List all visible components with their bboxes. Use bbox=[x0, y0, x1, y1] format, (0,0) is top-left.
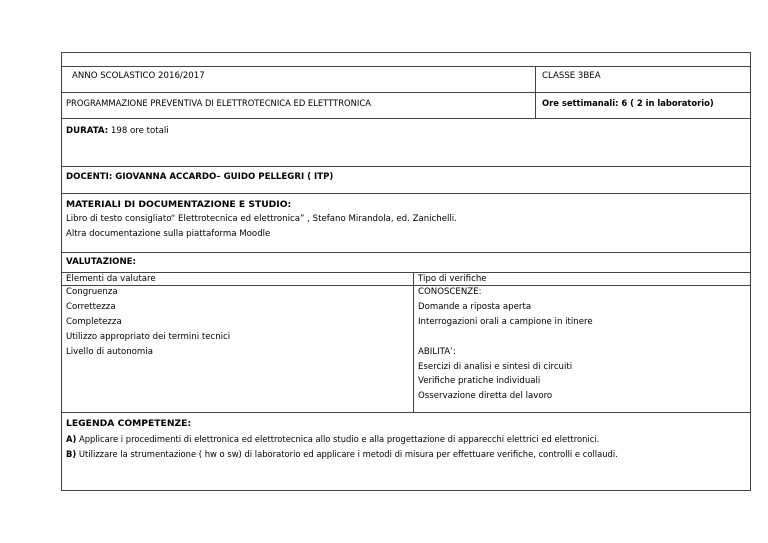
conoscenze-title: CONOSCENZE: bbox=[418, 287, 482, 297]
column-divider bbox=[413, 272, 414, 412]
legenda-item bbox=[66, 449, 618, 460]
materiali-line: Libro di testo consigliato“ Elettrotecnica ed elettronica” , Stefano Mirandola, ed. Zanichelli. bbox=[66, 214, 457, 224]
legenda-item bbox=[66, 434, 599, 445]
legenda-key: A) bbox=[66, 434, 77, 444]
elemento-item: Utilizzo appropriato dei termini tecnici bbox=[66, 332, 231, 342]
column-divider bbox=[535, 66, 536, 118]
abilita-title: ABILITA’: bbox=[418, 347, 456, 357]
elementi-header: Elementi da valutare bbox=[66, 274, 156, 284]
verifiche-header: Tipo di verifiche bbox=[418, 274, 487, 284]
elemento-item: Congruenza bbox=[66, 287, 118, 297]
abilita-item: Esercizi di analisi e sintesi di circuiti bbox=[418, 362, 573, 372]
ore-settimanali: Ore settimanali: 6 ( 2 in laboratorio) bbox=[542, 98, 714, 108]
durata bbox=[66, 126, 169, 137]
durata-label: DURATA: bbox=[66, 126, 109, 136]
row-divider bbox=[61, 193, 751, 194]
programmazione-title: PROGRAMMAZIONE PREVENTIVA DI ELETTROTECNICA ED ELETTTRONICA bbox=[66, 98, 371, 108]
legenda-title: LEGENDA COMPETENZE: bbox=[66, 418, 192, 429]
row-divider bbox=[61, 66, 751, 67]
materiali-line: Altra documentazione sulla piattaforma Moodle bbox=[66, 229, 271, 239]
row-divider bbox=[61, 118, 751, 119]
elemento-item: Completezza bbox=[66, 317, 122, 327]
row-divider bbox=[61, 252, 751, 253]
valutazione-title: VALUTAZIONE: bbox=[66, 257, 136, 267]
legenda-key: B) bbox=[66, 449, 77, 459]
abilita-item: Osservazione diretta del lavoro bbox=[418, 391, 553, 401]
row-divider bbox=[61, 166, 751, 167]
legenda-text: Applicare i procedimenti di elettronica ed elettrotecnica allo studio e alla progettazione di apparecchi elettrici ed elettronici. bbox=[76, 434, 600, 444]
row-divider bbox=[61, 412, 751, 413]
row-divider bbox=[61, 272, 751, 273]
row-divider bbox=[61, 92, 751, 93]
docenti: DOCENTI: GIOVANNA ACCARDO– GUIDO PELLEGRI ( ITP) bbox=[66, 172, 334, 182]
row-divider bbox=[61, 285, 751, 286]
elemento-item: Correttezza bbox=[66, 302, 116, 312]
durata-value: 198 ore totali bbox=[108, 126, 169, 136]
elemento-item: Livello di autonomia bbox=[66, 347, 153, 357]
anno-scolastico: ANNO SCOLASTICO 2016/2017 bbox=[72, 71, 205, 81]
legenda-text: Utilizzare la strumentazione ( hw o sw) di laboratorio ed applicare i metodi di misura per effettuare verifiche, controlli e collaudi. bbox=[76, 449, 618, 459]
abilita-item: Verifiche pratiche individuali bbox=[418, 376, 541, 386]
conoscenze-item: Interrogazioni orali a campione in itinere bbox=[418, 317, 593, 327]
classe: CLASSE 3BEA bbox=[542, 71, 601, 81]
conoscenze-item: Domande a riposta aperta bbox=[418, 302, 532, 312]
materiali-title: MATERIALI DI DOCUMENTAZIONE E STUDIO: bbox=[66, 199, 292, 210]
